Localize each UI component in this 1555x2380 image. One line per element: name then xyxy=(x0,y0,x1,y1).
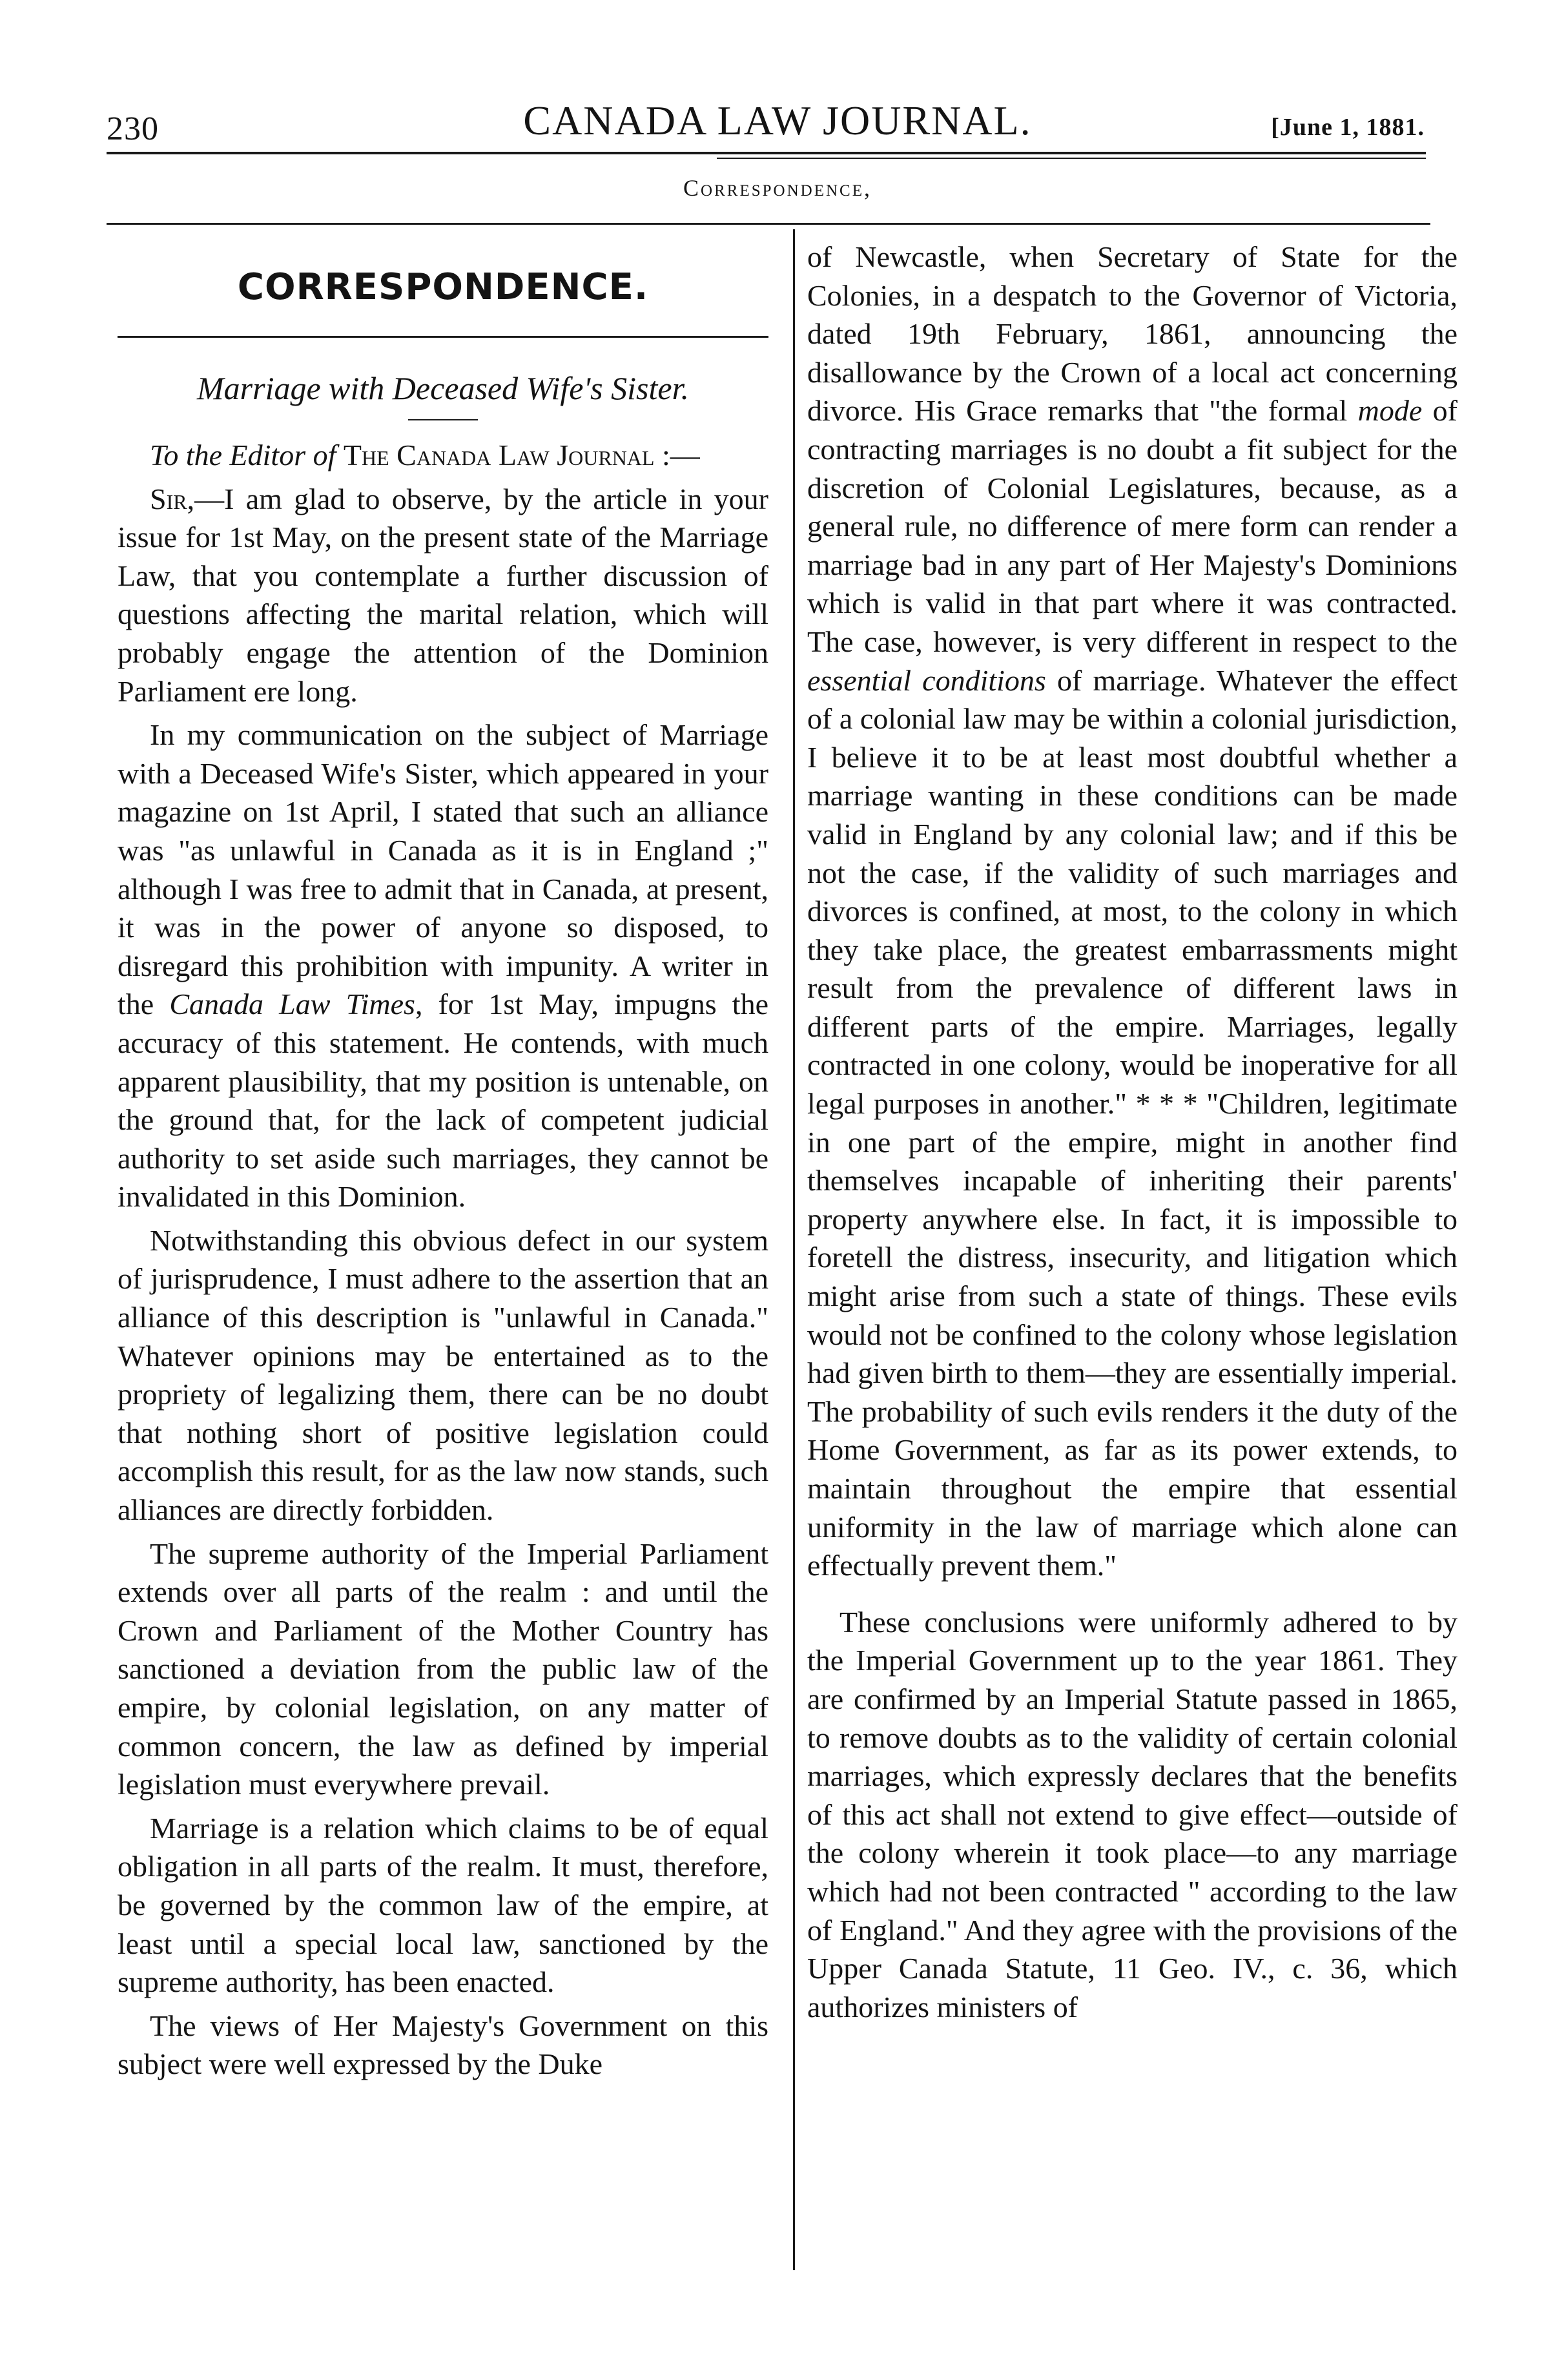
paragraph xyxy=(807,238,1457,1585)
paragraph: These conclusions were uniformly adhered to by the Imperial Government up to the year 1861. They are confirmed by an Imperial Statute passed in 1865, to remove doubts as to the validity of certain colonial marriages, which expressly declares that the benefits of this act shall not extend to give effect—outside of the colony wherein it took place—to any marriage which had not been contracted " according to the law of England." And they agree with the provisions of the Upper Canada Statute, 11 Geo. IV., c. 36, which authorizes ministers of xyxy=(807,1605,1457,2023)
header-rule-thick xyxy=(107,152,1426,154)
salutation xyxy=(118,436,768,475)
left-column xyxy=(118,238,768,2089)
section-heading: CORRESPONDENCE. xyxy=(237,266,649,308)
paragraph-text: of marriage. Whatever the effect of a colonial law may be within a colonial jurisdiction, I believe it to be at least most doubtful whether a marriage wanting in these conditions can be made valid in England by any colonial law; and if this be not the case, if the validity of such marriages and divorces is confined, at most, to the colony in which they take place, the greatest embarrassments might result from the prevalence of different laws in different parts of the empire. Marriages, legally contracted in one colony, would be inoperative for all legal purposes in another." * * * "Children, legitimate in one part of the empire, might in another find themselves incapable of inheriting their parents' property anywhere else. In fact, it is impossible to foretell the distress, insecurity, and litigation which might arise from such a state of things. These evils would not be confined to the colony whose legislation had given birth to them—they are essentially imperial. The probability of such evils renders it the duty of the Home Government, as far as its power extends, to maintain throughout the empire that essential uniformity in the law of marriage which alone can effectually prevent them." xyxy=(807,663,1457,1582)
paragraph: Notwithstanding this obvious defect in our system of jurisprudence, I must adhere to the assertion that an alliance of this description is "unlawful in Canada." Whatever opinions may be entertained as to the propriety of legalizing them, there can be no doubt that nothing short of positive legislation could accomplish this result, for as the law now stands, such alliances are directly forbidden. xyxy=(118,1223,768,1527)
right-column xyxy=(807,238,1457,2031)
running-section-title: Correspondence, xyxy=(683,175,872,201)
emphasis-text: essential conditions xyxy=(807,663,1046,697)
section-rule xyxy=(107,223,1430,225)
heading-rule xyxy=(118,336,768,338)
emphasis-text: mode xyxy=(1357,394,1423,428)
paragraph xyxy=(118,480,768,711)
column-divider xyxy=(793,229,795,2270)
title-rule xyxy=(408,419,478,420)
paragraph-text: In my communication on the subject of Marriage with a Deceased Wife's Sister, which appeared in your magazine on 1st April, I stated that such an alliance was "as unlawful in Canada as it is in England ;" although I was free to admit that in Canada, at present, it was in the power of anyone so disposed, to disregard this prohibition with impunity. A writer in the xyxy=(118,718,768,1021)
issue-date: [June 1, 1881. xyxy=(1271,114,1425,141)
paragraph-text: of Newcastle, when Secretary of State for the Colonies, in a despatch to the Governor of Victoria, dated 19th February, 1861, announcing the disallowance by the Crown of a local act concerning divorce. His Grace remarks that "the formal xyxy=(807,240,1457,428)
header-rule-thin xyxy=(717,158,1426,159)
paragraph: The supreme authority of the Imperial Parliament extends over all parts of the realm : and until the Crown and Parliament of the Mother Country has sanctioned a deviation from the public law of the empire, by colonial legislation, on any matter of common concern, the law as defined by imperial legislation must everywhere prevail. xyxy=(118,1537,768,1801)
salutation-lead: Sir xyxy=(150,482,187,515)
paragraph-text: ,—I am glad to observe, by the article in your issue for 1st May, on the present state of the Marriage Law, that you contemplate a further discussion of questions affecting the marital relation, which will probably engage the attention of the Dominion Parliament ere long. xyxy=(118,482,768,708)
article-title: Marriage with Deceased Wife's Sister. xyxy=(197,370,689,406)
paragraph xyxy=(118,716,768,1216)
salutation-prefix: To the Editor of xyxy=(150,439,336,471)
journal-title: CANADA LAW JOURNAL. xyxy=(523,98,1032,143)
salutation-journal: The Canada Law Journal :— xyxy=(343,439,700,471)
paragraph: The views of Her Majesty's Government on this subject were well expressed by the Duke xyxy=(118,2009,768,2081)
paragraph-text: , for 1st May, impugns the accuracy of this statement. He contends, with much apparent plausibility, that my position is untenable, on the ground that, for the lack of competent judicial authority to set aside such marriages, they cannot be invalidated in this Dominion. xyxy=(118,988,768,1214)
paragraph: Marriage is a relation which claims to be of equal obligation in all parts of the realm. It must, therefore, be governed by the common law of the empire, at least until a special local law, sanctioned by the supreme authority, has been enacted. xyxy=(118,1811,768,1999)
page-number: 230 xyxy=(107,110,159,147)
paragraph-text: of contracting marriages is no doubt a fit subject for the discretion of Colonial Legislatures, because, as a general rule, no difference of mere form can render a marriage bad in any part of Her Majesty's Dominions which is valid in that part where it was contracted. The case, however, is very different in respect to the xyxy=(807,394,1457,658)
publication-name: Canada Law Times xyxy=(169,988,415,1021)
